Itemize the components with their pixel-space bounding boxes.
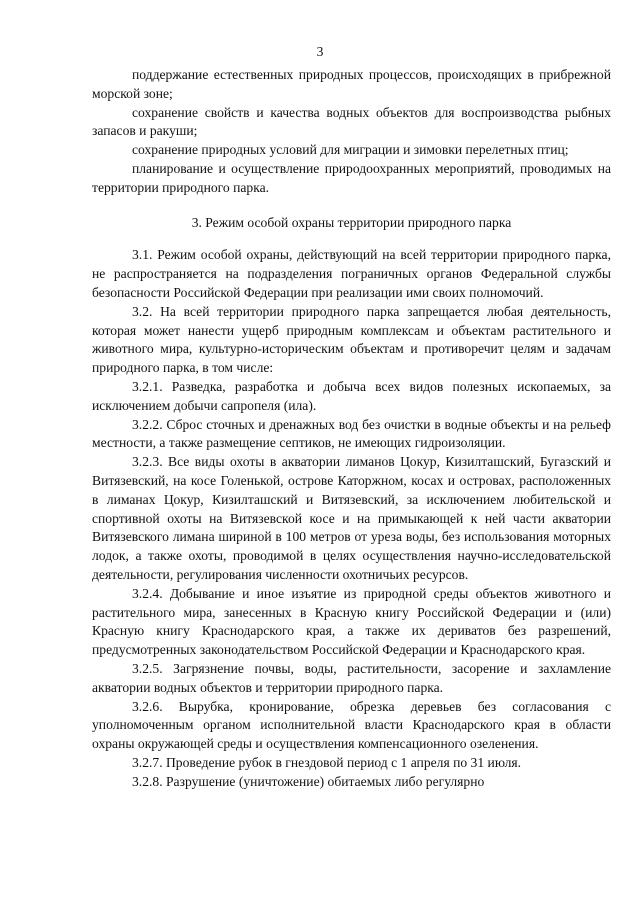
intro-paragraph: планирование и осуществление природоохранных мероприятий, проводимых на территории природного парка.: [92, 160, 611, 195]
section-paragraph: 3.2. На всей территории природного парка запрещается любая деятельность, которая может нанести ущерб природным комплексам и объектам растительного и животного мира, культурно-историческим объектам и противоречит целям и задачам природного парка, в том числе:: [92, 303, 611, 376]
document-body: [92, 66, 611, 791]
section-paragraph: 3.2.3. Все виды охоты в акватории лиманов Цокур, Кизилташский, Бугазский и Витязевский, на косе Голенькой, острове Каторжном, косах и островах, расположенных в лиманах Цокур, Кизилташский и Витязевский, за исключением любительской и спортивной охоты на Витязевской косе и на примыкающей к ней части акватории Витязевского лимана шириной в 100 метров от уреза воды, без использования моторных лодок, а также охоты, проводимой в целях осуществления научно-исследовательской деятельности, регулирования численности охотничьих ресурсов.: [92, 454, 611, 582]
section-paragraph: 3.2.1. Разведка, разработка и добыча всех видов полезных ископаемых, за исключением добычи сапропеля (ила).: [92, 378, 611, 413]
section-paragraph: 3.2.5. Загрязнение почвы, воды, растительности, засорение и захламление акватории водных объектов и территории природного парка.: [92, 660, 611, 695]
intro-paragraph: поддержание естественных природных процессов, происходящих в прибрежной морской зоне;: [92, 67, 611, 101]
section-paragraph: 3.2.7. Проведение рубок в гнездовой период с 1 апреля по 31 июля.: [132, 754, 522, 770]
section-paragraph: 3.2.2. Сброс сточных и дренажных вод без очистки в водные объекты и на рельеф местности, а также размещение септиков, не имеющих гидроизоляции.: [92, 416, 611, 451]
section-heading: 3. Режим особой охраны территории природного парка: [191, 214, 512, 230]
section-paragraph: 3.1. Режим особой охраны, действующий на всей территории природного парка, не распространяется на подразделения пограничных органов Федеральной службы безопасности Российской Федерации при реализации ими своих полномочий.: [92, 247, 611, 300]
section-paragraph: 3.2.8. Разрушение (уничтожение) обитаемых либо регулярно: [132, 773, 485, 789]
intro-paragraph: сохранение свойств и качества водных объектов для воспроизводства рыбных запасов и ракуши;: [92, 104, 611, 139]
intro-paragraph: сохранение природных условий для миграции и зимовки перелетных птиц;: [132, 142, 569, 158]
section-paragraph: 3.2.6. Вырубка, кронирование, обрезка деревьев без согласования с уполномоченным органом исполнительной власти Краснодарского края в области охраны окружающей среды и осуществления компенсационного озеленения.: [92, 698, 611, 752]
section-paragraph: 3.2.4. Добывание и иное изъятие из природной среды объектов животного и растительного мира, занесенных в Красную книгу Российской Федерации и (или) Красную книгу Краснодарского края, а также их дериватов без разрешений, предусмотренных законодательством Российской Федерации и Краснодарского края.: [92, 585, 611, 658]
page-number: 3: [316, 44, 324, 59]
